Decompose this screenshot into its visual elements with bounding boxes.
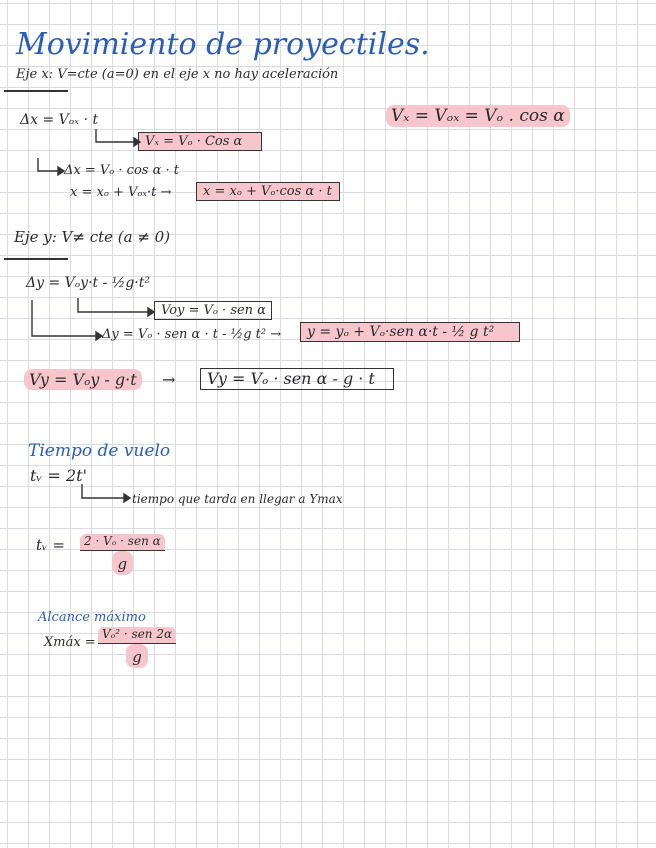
y-box: y = yₒ + Vₒ·sen α·t - ½ g t² [300, 322, 520, 342]
eje-x-header: Eje x: V=cte (a=0) en el eje x no hay aceleración [16, 67, 339, 82]
alcance-denominator: g [126, 644, 148, 668]
dx-equation: Δx = Vₒₓ · t [20, 112, 99, 128]
vy-highlight-text: Vy = Vₒy - g·t [24, 369, 142, 390]
vx-highlight-text: Vₓ = Vₒₓ = Vₒ . cos α [386, 105, 570, 127]
tiempo-title: Tiempo de vuelo [28, 441, 171, 461]
tv-denominator: g [112, 551, 134, 575]
tv-equation: tᵥ = 2t' [30, 466, 87, 485]
x-box: x = xₒ + Vₒ·cos α · t [196, 182, 340, 201]
dy2-equation: Δy = Vₒ · sen α · t - ½g t² → [102, 327, 282, 342]
eje-y-header: Eje y: V≠ cte (a ≠ 0) [14, 228, 171, 246]
voy-box: Voy = Vₒ · sen α [154, 301, 272, 320]
vy-arrow: → [162, 370, 176, 389]
tv-numerator: 2 · Vₒ · sen α [80, 534, 165, 551]
vy-box: Vy = Vₒ · sen α - g · t [200, 368, 394, 390]
alcance-title: Alcance máximo [38, 610, 146, 625]
page-title: Movimiento de proyectiles. [16, 27, 430, 62]
x-equation: x = xₒ + Vₒₓ·t → [70, 185, 172, 200]
alcance-lhs: Xmáx = [44, 635, 96, 650]
tv-lhs: tᵥ = [36, 536, 65, 554]
dx2-equation: Δx = Vₒ · cos α · t [64, 163, 179, 178]
alcance-numerator: Vₒ² · sen 2α [98, 627, 176, 644]
vx-box: Vₓ = Vₒ · Cos α [138, 132, 262, 151]
tv-note: tiempo que tarda en llegar a Ymax [132, 492, 343, 506]
dy-equation: Δy = Vₒy·t - ½g·t² [26, 275, 150, 291]
